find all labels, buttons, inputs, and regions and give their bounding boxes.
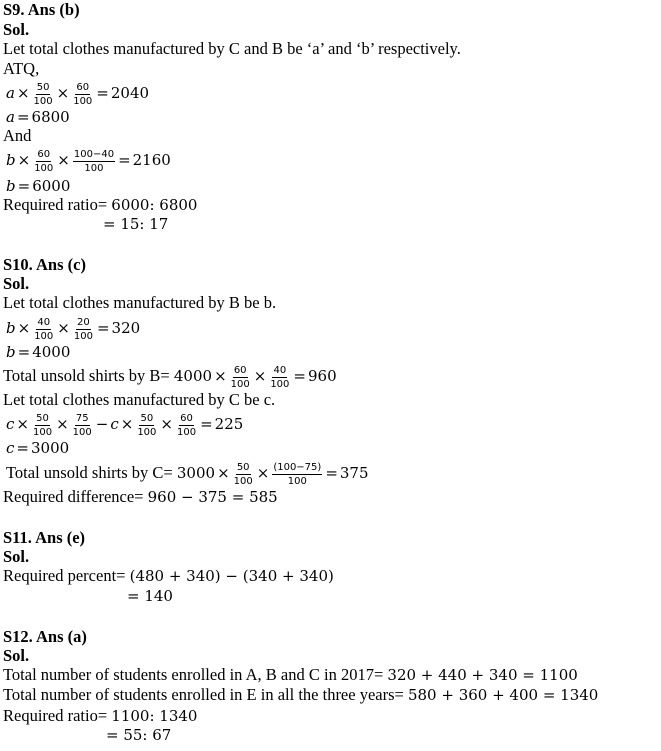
s9-equation-2-result: b = 6000 (6, 177, 71, 195)
s10-unsold-b: Total unsold shirts by B= 4000 × $\frac{60}{100}$ × $\frac{40}{100}$ = 960 (3, 364, 337, 390)
s12-ratio: Required ratio= 1100: 1340 (3, 706, 198, 725)
s10-heading: S10. Ans (c) (3, 255, 86, 274)
s9-ratio: Required ratio= 6000: 6800 (3, 195, 198, 214)
s10-sol-label: Sol. (3, 274, 30, 293)
s9-intro: Let total clothes manufactured by C and B be ‘a’ and ‘b’ respectively. (3, 39, 461, 58)
s9-equation-1: a × $\frac{50}{100}$ × $\frac{60}{100}$ = 2040 (6, 81, 150, 107)
s9-sol-label: Sol. (3, 20, 30, 39)
s10-equation-2-result: c = 3000 (6, 439, 70, 457)
s9-atq: ATQ, (3, 59, 40, 78)
s10-intro-c: Let total clothes manufactured by C be c. (3, 390, 276, 409)
s12-line-1: Total number of students enrolled in A, B and C in 2017= 320 + 440 + 340 = 1100 (3, 665, 578, 684)
s11-final: = 140 (127, 587, 173, 605)
s9-equation-2: b × $\frac{60}{100}$ × $\frac{100-40}{100}$ = 2160 (6, 148, 171, 174)
s10-equation-1: b × $\frac{40}{100}$ × $\frac{20}{100}$ = 320 (6, 316, 141, 342)
s12-heading: S12. Ans (a) (3, 627, 87, 646)
s12-line-2: Total number of students enrolled in E in all the three years= 580 + 360 + 400 = 1340 (3, 685, 599, 704)
s9-ratio-final: = 15: 17 (103, 215, 169, 233)
s9-and: And (3, 126, 32, 145)
s9-equation-1-result: a = 6800 (6, 108, 70, 126)
s11-heading: S11. Ans (e) (3, 528, 86, 547)
s10-intro-b: Let total clothes manufactured by B be b. (3, 293, 277, 312)
s12-sol-label: Sol. (3, 646, 30, 665)
s9-heading: S9. Ans (b) (3, 0, 80, 19)
s10-difference: Required difference= 960 − 375 = 585 (3, 487, 278, 506)
s11-percent: Required percent= (480 + 340) − (340 + 340) (3, 566, 334, 585)
s10-equation-2: c × $\frac{50}{100}$ × $\frac{75}{100}$ − c × $\frac{50}{100}$ × $\frac{60}{100}$ = 225 (6, 412, 244, 438)
s12-ratio-final: = 55: 67 (106, 726, 172, 744)
s10-equation-1-result: b = 4000 (6, 343, 71, 361)
s11-sol-label: Sol. (3, 547, 30, 566)
s10-unsold-c: Total unsold shirts by C= 3000 × $\frac{50}{100}$ × $\frac{(100-75)}{100}$ = 375 (6, 461, 369, 487)
